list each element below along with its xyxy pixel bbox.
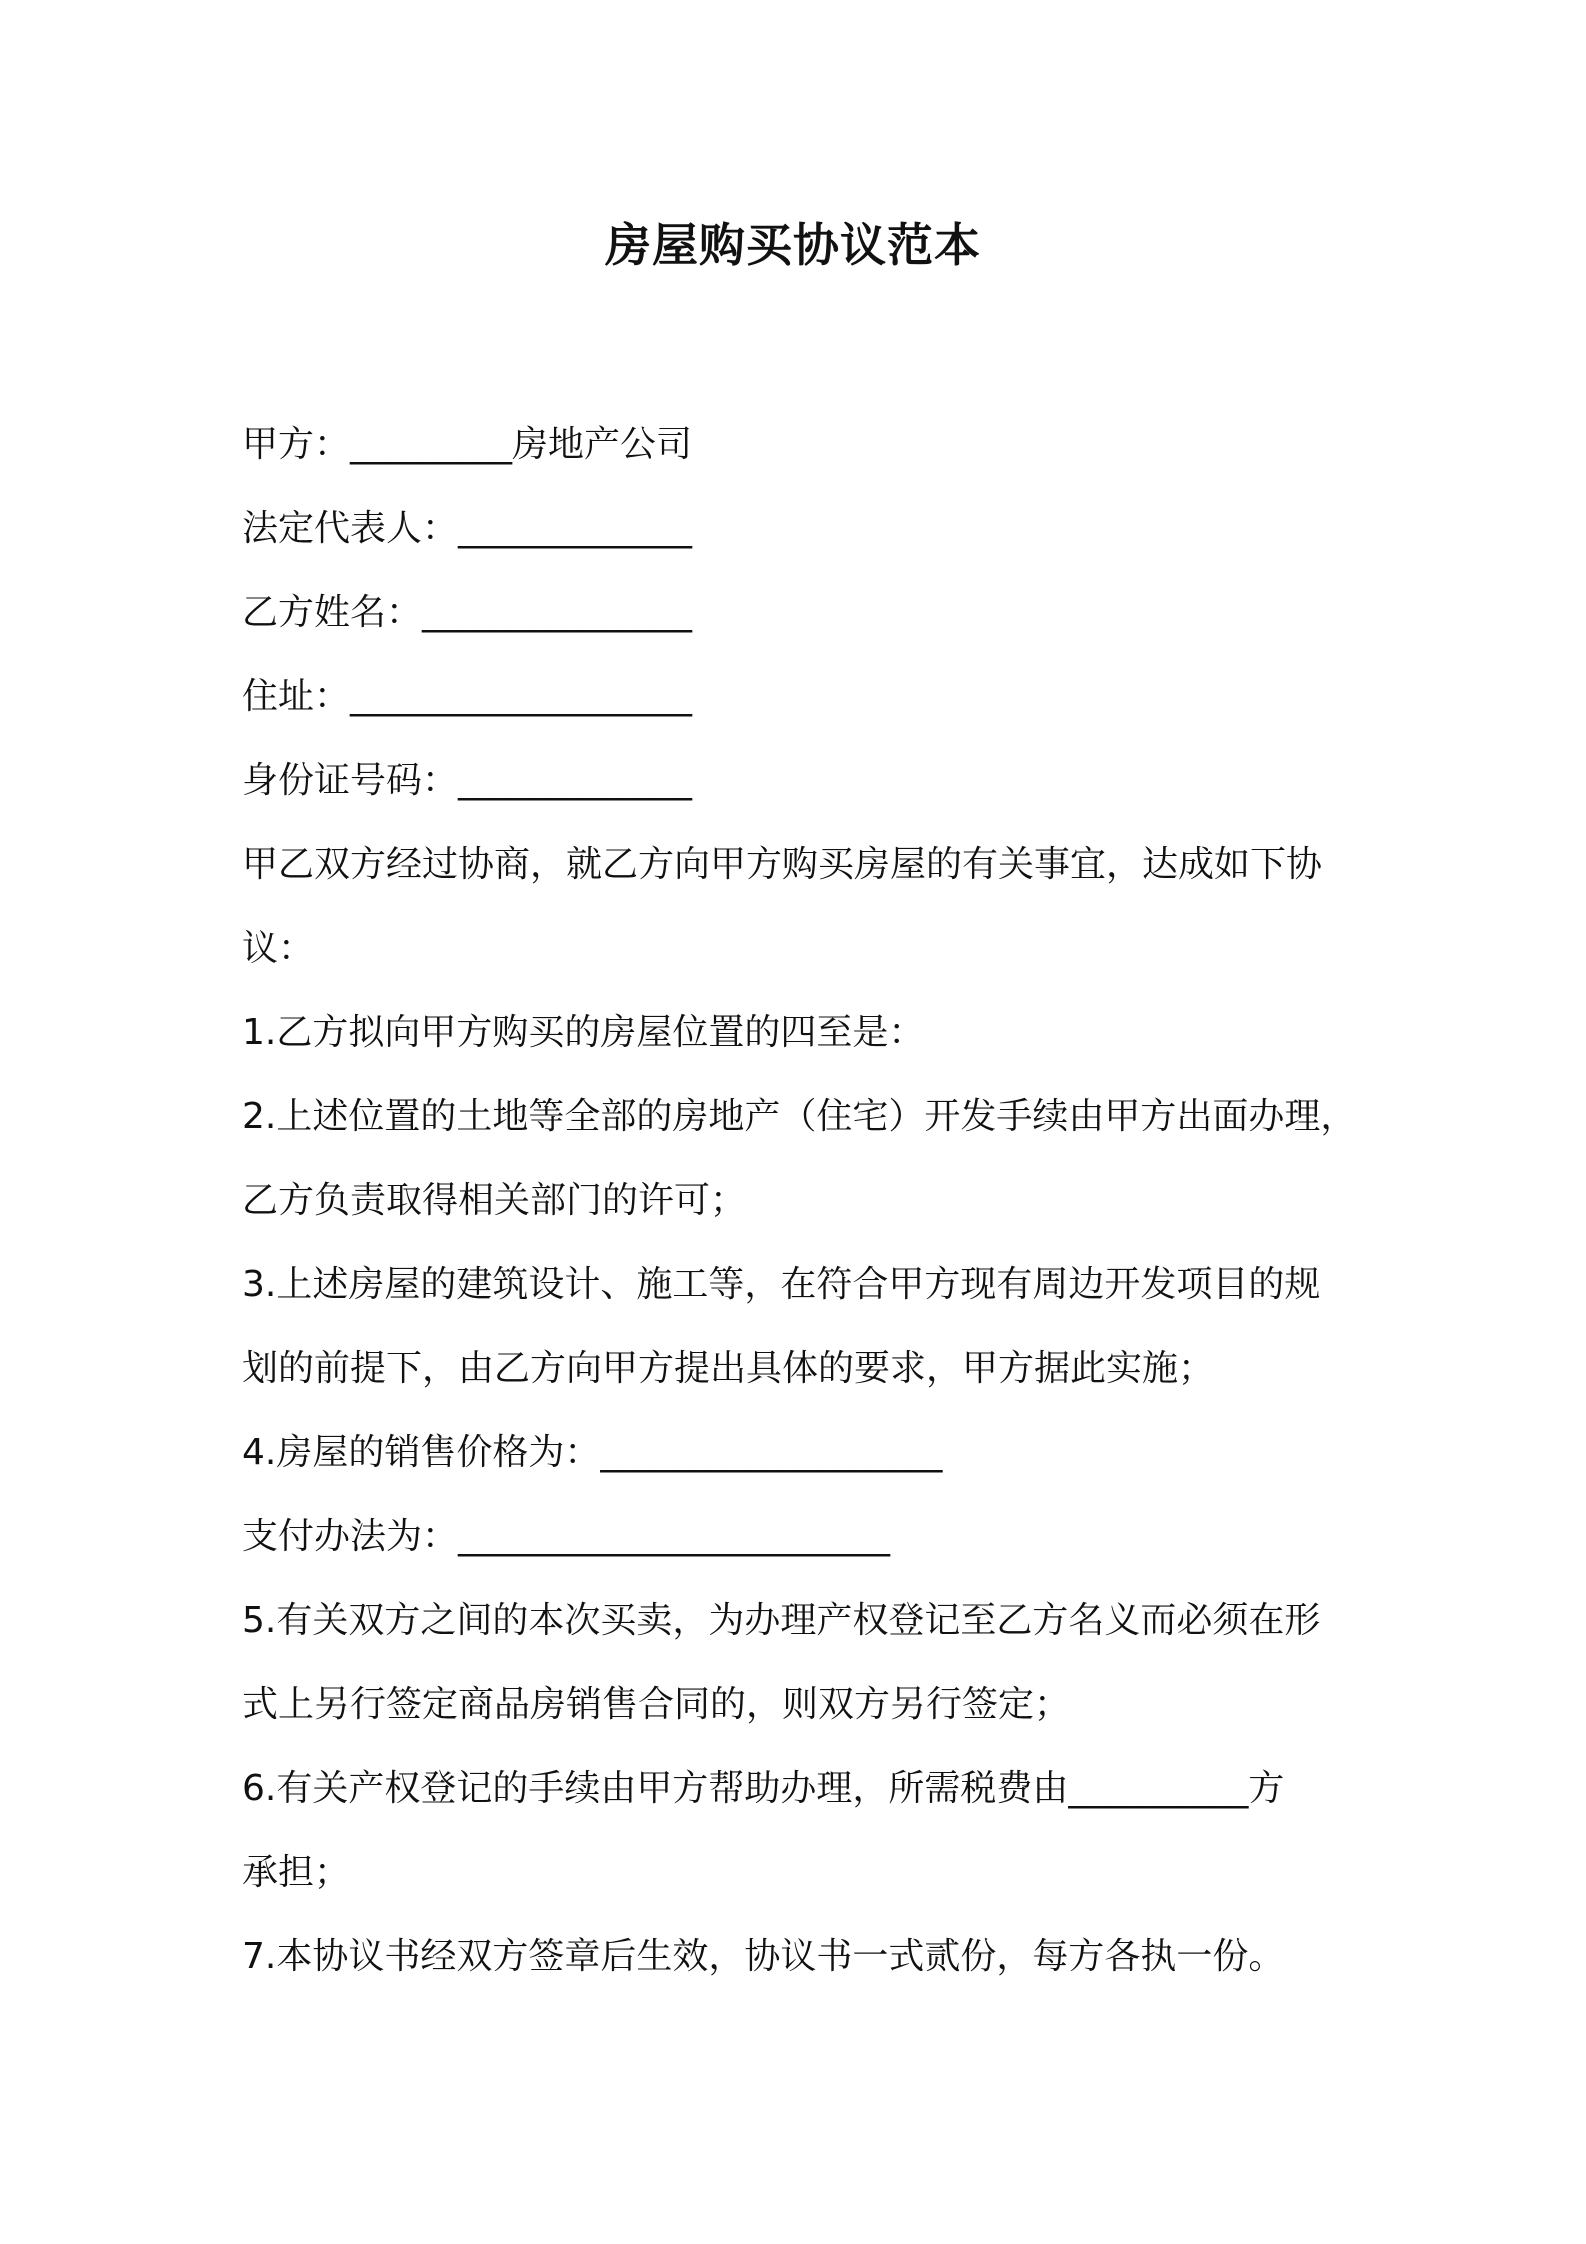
address-field: 住址：___________________ xyxy=(242,676,693,717)
clause-7: 7.本协议书经双方签章后生效，协议书一式贰份，每方各执一份。 xyxy=(242,1936,1285,1977)
clause-2-line-1: 2.上述位置的土地等全部的房地产（住宅）开发手续由甲方出面办理， xyxy=(242,1096,1357,1137)
clause-2-line-2: 乙方负责取得相关部门的许可； xyxy=(242,1180,747,1221)
clause-3-line-1: 3.上述房屋的建筑设计、施工等，在符合甲方现有周边开发项目的规 xyxy=(242,1264,1321,1305)
clause-3-line-2: 划的前提下，由乙方向甲方提出具体的要求，甲方据此实施； xyxy=(242,1348,1215,1389)
legal-rep-field: 法定代表人：_____________ xyxy=(242,508,693,549)
clause-4: 4.房屋的销售价格为：___________________ xyxy=(242,1432,943,1473)
party-a-field: 甲方：_________房地产公司 xyxy=(242,424,693,465)
document-title: 房屋购买协议范本 xyxy=(605,218,981,272)
document-body xyxy=(242,403,1362,1999)
party-b-name-field: 乙方姓名：_______________ xyxy=(242,592,693,633)
intro-line-2: 议： xyxy=(242,928,315,969)
clause-4-payment: 支付办法为：________________________ xyxy=(242,1516,891,1557)
clause-6-line-1: 6.有关产权登记的手续由甲方帮助办理，所需税费由__________方 xyxy=(242,1768,1285,1809)
clause-1: 1.乙方拟向甲方购买的房屋位置的四至是： xyxy=(242,1012,925,1053)
clause-6-line-2: 承担； xyxy=(242,1852,351,1893)
intro-line-1: 甲乙双方经过协商，就乙方向甲方购买房屋的有关事宜，达成如下协 xyxy=(242,844,1323,885)
clause-5-line-2: 式上另行签定商品房销售合同的，则双方另行签定； xyxy=(242,1684,1071,1725)
id-number-field: 身份证号码：_____________ xyxy=(242,760,693,801)
clause-5-line-1: 5.有关双方之间的本次买卖，为办理产权登记至乙方名义而必须在形 xyxy=(242,1600,1321,1641)
